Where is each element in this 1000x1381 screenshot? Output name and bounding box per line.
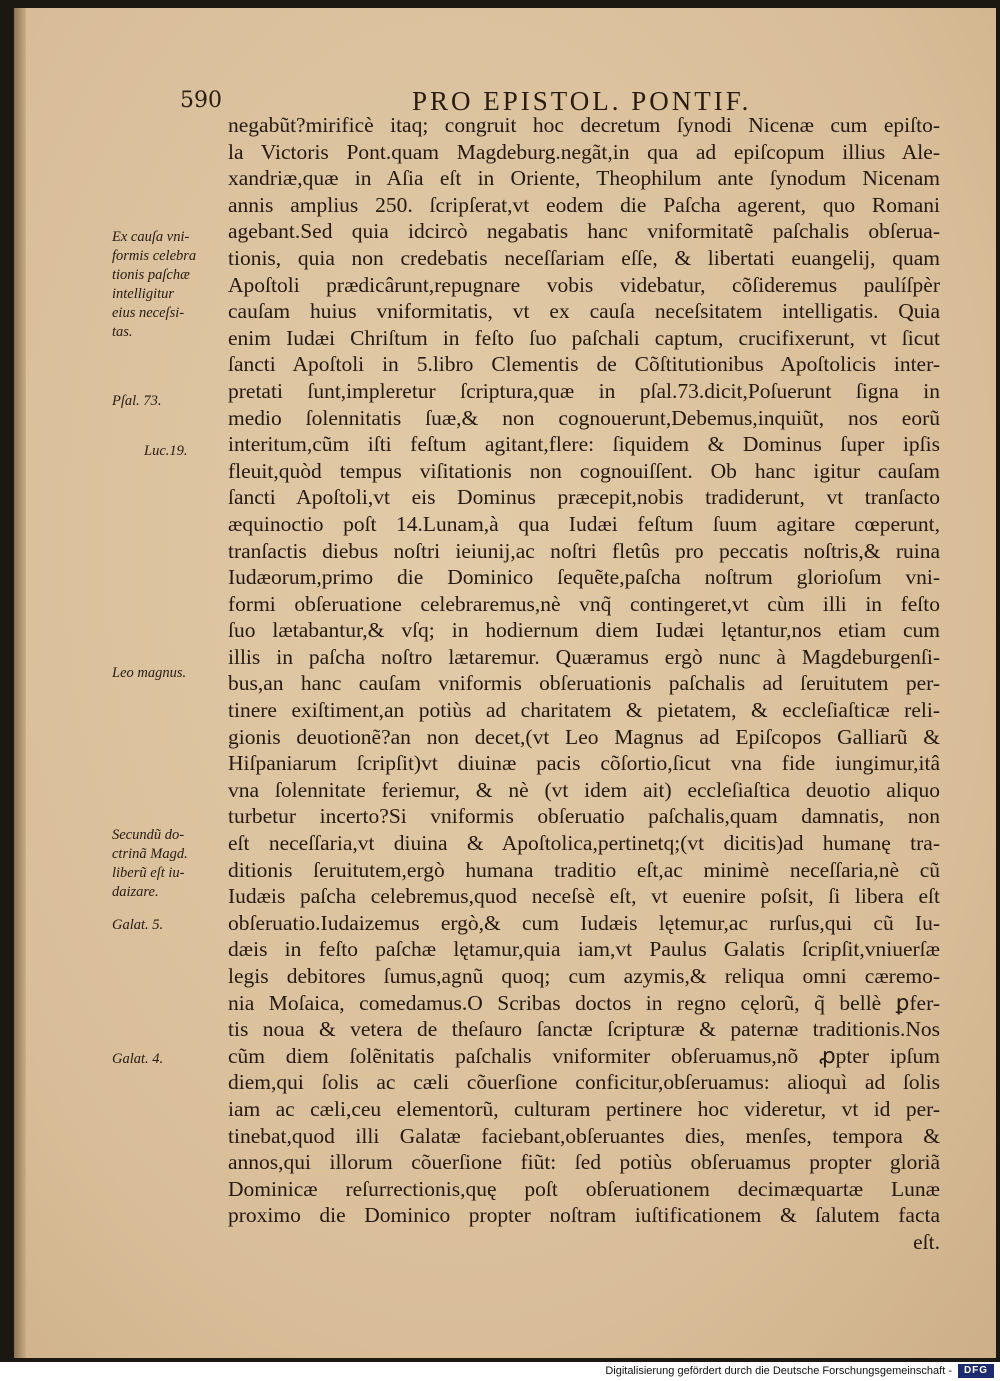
text-line: eſt neceſſaria,vt diuina & Apoſtolica,pertinetq;(vt dicitis)ad humanę tra- <box>228 831 940 856</box>
margin-note-line: daizare. <box>112 884 159 900</box>
text-line: ſancti Apoſtoli in 5.libro Clementis de Cõſtitutionibus Apoſtolicis inter- <box>228 352 940 377</box>
text-line: ditionis ſeruitutem,ergò humana traditio eſt,ac minimè neceſſaria,nè cũ <box>228 857 940 882</box>
text-line: ſuo lætabantur,& vſq; in hodiernum diem Iudæi lętantur,nos etiam cum <box>228 618 940 643</box>
margin-note-line: Secundũ do- <box>112 827 185 843</box>
margin-note-line: tas. <box>112 324 133 340</box>
text-line: agebant.Sed quia idcircò negabatis hanc vniformitatẽ paſchalis obſerua- <box>228 219 940 244</box>
text-line: gionis deuotionẽ?an non decet,(vt Leo Magnus ad Epiſcopos Galliarũ & <box>228 724 940 749</box>
text-line: pretati ſunt,impleretur ſcriptura,quæ in pſal.73.dicit,Poſuerunt ſigna in <box>228 378 940 403</box>
text-line: diem,qui ſolis ac cæli cõuerſione conficitur,obſeruamus: alioquì ad ſolis <box>228 1070 940 1095</box>
margin-note-causa <box>112 228 224 342</box>
margin-note-galat5 <box>112 916 224 935</box>
dfg-logo: DFG <box>958 1364 994 1378</box>
text-line: æquinoctio poſt 14.Lunam,à qua Iudæi feſtum ſuum agitare cœperunt, <box>228 511 940 536</box>
text-line: Iudæis paſcha celebremus,quod neceſsè eſt, vt euenire poſsit, ſi libera eſt <box>228 884 940 909</box>
text-line: cũm diem ſolẽnitatis paſchalis vniformiter obſeruamus,nõ ꝓpter ipſum <box>228 1043 940 1068</box>
margin-note-psal <box>112 392 224 411</box>
text-line: vna ſolennitate feriemur, & nè (vt idem ait) eccleſiaſtica deuotio aliquo <box>228 777 940 802</box>
margin-note-line: ctrinã Magd. <box>112 846 188 862</box>
margin-note-luc <box>144 442 256 461</box>
text-line: interitum,cũm iſti feſtum agitant,flere: ſiquidem & Dominus ſuper ipſis <box>228 432 940 457</box>
page-gutter <box>14 8 26 1358</box>
text-line: dæis in feſto paſchæ lętamur,quia iam,vt Paulus Galatis ſcripſit,vniuerſæ <box>228 937 940 962</box>
text-line: negabũt?mirificè itaq; congruit hoc decretum ſynodi Nicenæ cum epiſto- <box>228 113 940 137</box>
running-head: PRO EPISTOL. PONTIF. <box>412 86 752 116</box>
text-line-final: eſt. <box>913 1229 940 1254</box>
text-line: iam ac cæli,ceu elementorũ, culturam pertinere hoc videretur, vt id per- <box>228 1096 940 1121</box>
text-line: tis noua & vetera de theſauro ſanctæ ſcripturæ & paternæ traditionis.Nos <box>228 1017 940 1042</box>
margin-note-line: Galat. 4. <box>112 1051 164 1067</box>
margin-note-line: tionis paſchæ <box>112 267 190 283</box>
text-line: bus,an hanc cauſam vniformis obſeruationis paſchalis ad ſeruitutem per- <box>228 671 940 696</box>
footer-bar <box>0 1362 1000 1381</box>
text-line: cauſam huius vniformitatis, vt ex cauſa neceſsitatem intelligatis. Quia <box>228 299 940 324</box>
text-line: illis in paſcha noſtro lætaremur. Quæramus ergò nunc à Magdeburgenſi- <box>228 644 940 669</box>
margin-note-line: Pſal. 73. <box>112 393 162 409</box>
text-line: tinere exiſtiment,an potiùs ad charitatem & pietatem, & eccleſiaſticæ reli- <box>228 698 940 723</box>
page-number: 590 <box>180 88 222 113</box>
text-line: Dominicæ reſurrectionis,quę poſt obſeruationem decimæquartæ Lunæ <box>228 1176 940 1201</box>
body-text <box>228 112 940 1256</box>
margin-note-line: Galat. 5. <box>112 917 164 933</box>
margin-note-line: Leo magnus. <box>112 665 187 681</box>
text-line: la Victoris Pont.quam Magdeburg.negãt,in qua ad epiſcopum illius Ale- <box>228 139 940 164</box>
margin-note-line: intelligitur <box>112 286 175 302</box>
text-line: medio ſolennitatis ſuæ,& non cognouerunt,Debemus,inquiũt, nos eorũ <box>228 405 940 430</box>
margin-note-galat4 <box>112 1050 224 1069</box>
text-line: ſancti Apoſtoli,vt eis Dominus præcepit,nobis tradiderunt, vt tranſacto <box>228 485 940 510</box>
text-line: tranſactis diebus noſtri ieiunij,ac noſtri fletûs pro peccatis noſtris,& ruina <box>228 538 940 563</box>
text-line: tinebat,quod illi Galatæ faciebant,obſeruantes dies, menſes, tempora & <box>228 1123 940 1148</box>
text-line: proximo die Dominico propter noſtram iuſtificationem & ſalutem facta <box>228 1203 940 1228</box>
text-line: Iudæorum,primo die Dominico ſequẽte,paſcha noſtrum glorioſum vni- <box>228 565 940 590</box>
text-line: nia Moſaica, comedamus.O Scribas doctos in regno cęlorũ, q̃ bellè ꝑfer- <box>228 990 940 1015</box>
margin-note-line: liberũ eſt iu- <box>112 865 185 881</box>
text-line: obſeruatio.Iudaizemus ergò,& cum Iudæis lętemur,ac rurſus,qui cũ Iu- <box>228 910 940 935</box>
margin-note-leo <box>112 664 224 683</box>
text-line: formi obſeruatione celebraremus,nè vnq̃ contingeret,vt cùm illi in feſto <box>228 591 940 616</box>
margin-note-secundum <box>112 826 224 902</box>
text-line: legis debitores ſumus,agnũ quoq; cum azymis,& reliqua omni cæremo- <box>228 964 940 988</box>
margin-note-line: eius neceſsi- <box>112 305 185 321</box>
text-line: annos,qui illorum cõuerſione fiũt: ſed potiùs obſeruamus propter gloriã <box>228 1150 940 1175</box>
text-line: Apoſtoli prædicârunt,repugnare vobis videbatur, cõſideremus paulíſpèr <box>228 272 940 297</box>
text-line: xandriæ,quæ in Aſia eſt in Oriente, Theophilum ante ſynodum Nicenam <box>228 166 940 191</box>
margin-note-line: Ex cauſa vni- <box>112 229 190 245</box>
margin-note-line: formis celebra <box>112 248 197 264</box>
text-line: Hiſpaniarum ſcripſit)vt diuinæ pacis cõſortio,ſicut vna fide iungimur,itâ <box>228 751 940 776</box>
text-line: enim Iudæi Chriſtum in feſto ſuo paſchali captum, crucifixerunt, vt ſicut <box>228 325 940 350</box>
margin-note-line: Luc.19. <box>144 443 188 459</box>
funding-credit: Digitalisierung gefördert durch die Deutsche Forschungsgemeinschaft - <box>605 1365 952 1377</box>
text-line: fleuit,quòd tempus viſitationis non cognouiſſent. Ob hanc igitur cauſam <box>228 458 940 483</box>
text-line: annis amplius 250. ſcripſerat,vt eodem die Paſcha agerent, quo Romani <box>228 192 940 217</box>
text-line: turbetur incerto?Si vniformis obſeruatio paſchalis,quam damnatis, non <box>228 804 940 829</box>
text-line: tionis, quia non credebatis neceſſariam eſſe, & libertati euangelij, quam <box>228 245 940 270</box>
